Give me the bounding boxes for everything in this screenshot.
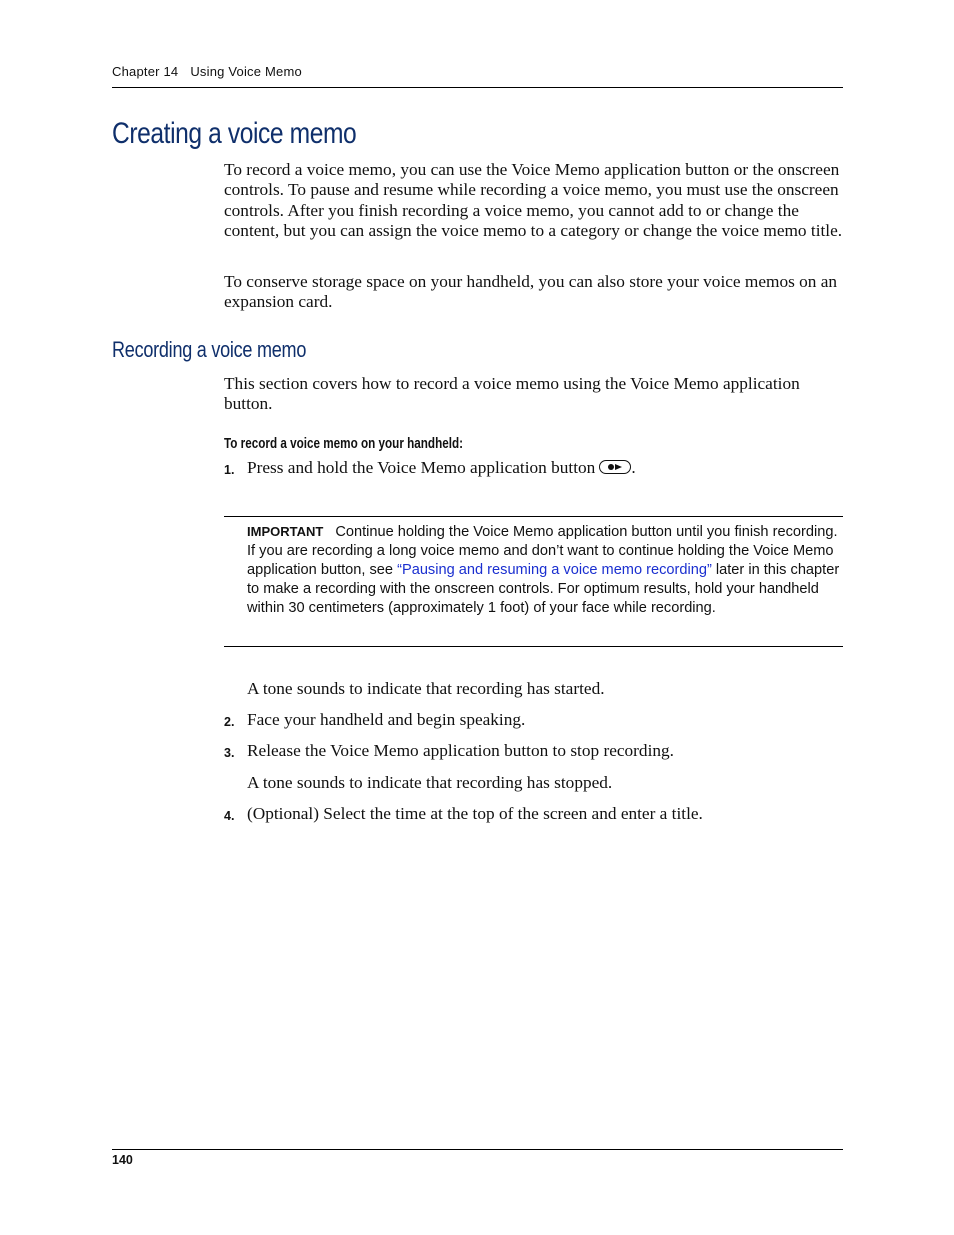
important-note	[224, 516, 843, 647]
running-header	[112, 64, 843, 88]
step-suffix: .	[631, 458, 636, 477]
important-label: IMPORTANT	[247, 524, 324, 539]
step-text: (Optional) Select the time at the top of the screen and enter a title.	[247, 804, 703, 823]
cross-reference-link[interactable]: “Pausing and resuming a voice memo recording”	[397, 561, 712, 578]
important-text-end: later in this chapter to make a recording with the onscreen controls. For optimum results, hold your handheld within 30 centimeters (approximately 1 foot) of your face while recording.	[247, 561, 840, 616]
voice-memo-button-icon	[599, 460, 631, 474]
procedure-heading: To record a voice memo on your handheld:	[224, 435, 464, 452]
important-text-start: Continue holding the Voice Memo application button until you finish recording. If you are recording a long voice memo and don’t want to continue holding the Voice Memo application button, see	[247, 524, 838, 578]
step-text: Press and hold the Voice Memo application button	[247, 458, 596, 477]
step-text: Release the Voice Memo application button to stop recording.	[247, 741, 674, 760]
step-number: 1.	[224, 463, 235, 477]
step-text: Face your handheld and begin speaking.	[247, 710, 526, 729]
step-number: 2.	[224, 715, 235, 729]
intro-paragraph: To record a voice memo, you can use the Voice Memo application button or the onscreen controls. To pause and resume while recording a voice memo, you must use the onscreen controls. After you finish recording a voice memo, you cannot add to or change the content, but you can assign the voice memo to a category or change the voice memo title.	[224, 160, 843, 241]
subsection-intro: This section covers how to record a voice memo using the Voice Memo application button.	[224, 374, 800, 414]
footer-rule	[112, 1149, 843, 1150]
section-title: Creating a voice memo	[112, 117, 357, 150]
chapter-number: Chapter 14	[112, 64, 179, 79]
chapter-title: Using Voice Memo	[190, 64, 302, 79]
result-stopped: A tone sounds to indicate that recording has stopped.	[247, 773, 613, 792]
step-number: 3.	[224, 746, 235, 760]
result-started: A tone sounds to indicate that recording has started.	[247, 679, 605, 698]
subsection-title: Recording a voice memo	[112, 337, 307, 362]
step-number: 4.	[224, 809, 235, 823]
storage-paragraph: To conserve storage space on your handheld, you can also store your voice memos on an expansion card.	[224, 272, 838, 312]
page-number: 140	[112, 1153, 133, 1167]
